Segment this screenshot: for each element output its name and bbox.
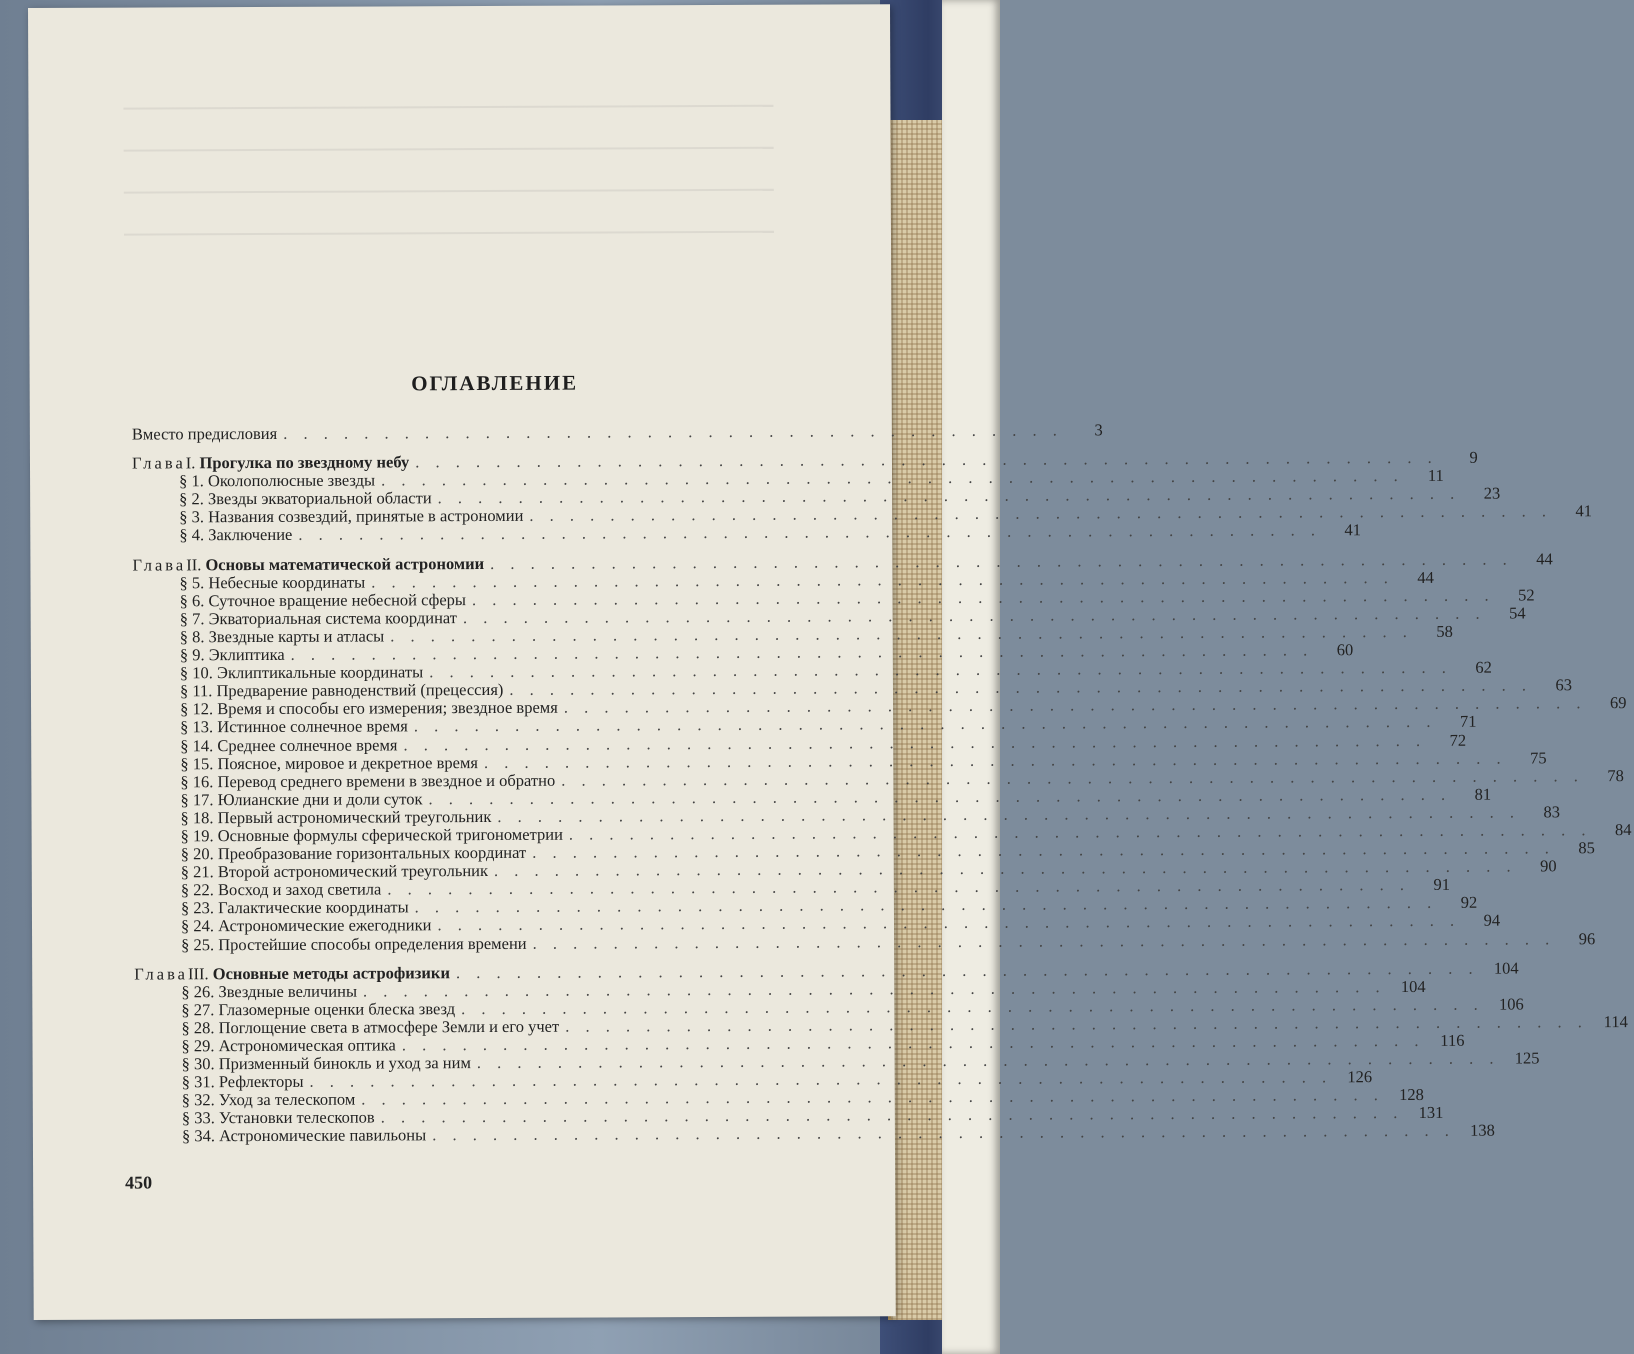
toc-entry-text: § 19. Основные формулы сферической тригонометрии: [180, 824, 563, 846]
leader-dots: . . . . . . . . . . . . . . . . . . . . . . . . . . . . . . . . . . . . . . .: [283, 420, 1063, 443]
chapter-title: Прогулка по звездному небу: [199, 452, 410, 473]
leader-dots: . . . . . . . . . . . . . . . . . . . . . . . . . . . . . . . . . . . . . . . . . . . . . . . . . . .: [455, 958, 1479, 982]
toc-entry-text: § 26. Звездные величины: [181, 981, 358, 1002]
chapter-word: Глава: [132, 554, 187, 575]
toc-page-number: 104: [1400, 976, 1426, 996]
chapter-title: Основы математической астрономии: [205, 553, 485, 574]
leader-dots: . . . . . . . . . . . . . . . . . . . . . . . . . . . . . . . . . . . . . . . . . . . . . . . . . . .: [403, 730, 1427, 754]
toc-entry-text: § 10. Эклиптикальные координаты: [179, 662, 424, 683]
leader-dots: . . . . . . . . . . . . . . . . . . . . . . . . . . . . . . . . . . . . . . . . . . . . . . . . . . .: [415, 447, 1438, 472]
leader-dots: . . . . . . . . . . . . . . . . . . . . . . . . . . . . . . . . . . . . . . . . . . . . . . . . . . .: [380, 1103, 1404, 1127]
toc-page-number: 104: [1493, 958, 1519, 978]
leader-dots: . . . . . . . . . . . . . . . . . . . . . . . . . . . . . . . . . . . . . . . . . . . . . . . . . . .: [387, 875, 1410, 899]
toc-entry-text: § 6. Суточное вращение небесной сферы: [179, 589, 467, 611]
leader-dots: . . . . . . . . . . . . . . . . . . . . . . . . . . . . . . . . . . . . . . . . . . . . . . . . . . .: [532, 928, 1556, 953]
toc-entry-text: § 12. Время и способы его измерения; звездное время: [180, 698, 558, 719]
leader-dots: . . . . . . . . . . . . . . . . . . . . . . . . . . . . . . . . . . . . . . . . . . . . . . . . . . .: [471, 585, 1495, 609]
toc-page-number: 90: [1540, 856, 1557, 876]
toc-entry-text: § 1. Околополюсные звезды: [179, 470, 376, 491]
toc-page-number: 91: [1433, 875, 1450, 895]
toc-page-number: 3: [1094, 420, 1103, 440]
toc-page-number: 63: [1555, 675, 1573, 695]
toc-section-entry[interactable]: [134, 928, 1596, 954]
chapter-numeral: II.: [186, 554, 202, 574]
toc-page-number: 75: [1530, 747, 1547, 768]
toc-entry-text: § 29. Астрономическая оптика: [181, 1035, 396, 1056]
toc-page-number: 138: [1470, 1121, 1495, 1141]
leader-dots: . . . . . . . . . . . . . . . . . . . . . . . . . . . . . . . . . . . . . . . . . . . . . . . . . . .: [568, 820, 1592, 844]
toc-entry-text: § 32. Уход за телескопом: [181, 1089, 356, 1110]
toc-page-number: 84: [1614, 819, 1632, 840]
toc-entry-text: § 5. Небесные координаты: [179, 572, 366, 593]
toc-section-entry[interactable]: [135, 1121, 1495, 1146]
toc-entry-text: § 16. Перевод среднего времени в звездное и обратно: [180, 770, 556, 792]
toc-page-number: 78: [1607, 765, 1624, 785]
toc-entry-text: § 20. Преобразование горизонтальных координат: [180, 842, 527, 864]
leader-dots: . . . . . . . . . . . . . . . . . . . . . . . . . . . . . . . . . . . . . . . . . . . . . . . . . . .: [461, 994, 1484, 1018]
toc-entry-text: § 3. Названия созвездий, принятые в астрономии: [179, 506, 524, 527]
page-number: 450: [125, 1172, 153, 1193]
toc-page-number: 92: [1460, 893, 1478, 913]
toc-page-number: 52: [1518, 585, 1535, 605]
leader-dots: . . . . . . . . . . . . . . . . . . . . . . . . . . . . . . . . . . . . . . . . . . . . . . . . . . .: [476, 1048, 1500, 1073]
toc-page-number: 71: [1459, 712, 1477, 732]
toc-entry-text: § 15. Поясное, мировое и декретное время: [180, 752, 479, 773]
toc-entry-text: § 27. Глазомерные оценки блеска звезд: [181, 998, 456, 1020]
leader-dots: . . . . . . . . . . . . . . . . . . . . . . . . . . . . . . . . . . . . . . . . . . . . . . . . . . .: [401, 1030, 1425, 1055]
toc-page-number: 54: [1509, 603, 1526, 623]
leader-dots: . . . . . . . . . . . . . . . . . . . . . . . . . . . . . . . . . . . . . . . . . . . . . . . . . . .: [497, 802, 1521, 826]
toc-entry-text: § 30. Призменный бинокль и уход за ним: [181, 1053, 471, 1074]
toc-entry-text: § 14. Среднее солнечное время: [180, 734, 398, 755]
toc-page-number: 23: [1483, 483, 1501, 503]
toc-page-number: 83: [1543, 802, 1561, 822]
toc-page-number: 41: [1575, 501, 1593, 521]
toc-page-number: 9: [1469, 447, 1478, 467]
leader-dots: . . . . . . . . . . . . . . . . . . . . . . . . . . . . . . . . . . . . . . . . . . . . . . . . . . .: [563, 693, 1587, 717]
toc-entry-text: § 9. Эклиптика: [179, 644, 285, 665]
toc-page-number: 60: [1336, 640, 1354, 660]
table-of-contents: [131, 420, 1632, 1147]
toc-page-number: 72: [1449, 730, 1467, 750]
chapter-numeral: I.: [185, 453, 196, 473]
toc-page-number: 85: [1578, 838, 1595, 858]
leader-dots: . . . . . . . . . . . . . . . . . . . . . . . . . . . . . . . . . . . . . . . . . . . . . . . . . . .: [298, 520, 1321, 545]
leader-dots: . . . . . . . . . . . . . . . . . . . . . . . . . . . . . . . . . . . . . . . . . . . . . . . . . . .: [437, 911, 1461, 935]
leader-dots: . . . . . . . . . . . . . . . . . . . . . . . . . . . . . . . . . . . . . . . . . . . . . . . . . . .: [561, 765, 1584, 790]
leader-dots: . . . . . . . . . . . . . . . . . . . . . . . . . . . . . . . . . . . . . . . . . . . . . . . . . . .: [509, 675, 1533, 700]
leader-dots: . . . . . . . . . . . . . . . . . . . . . . . . . . . . . . . . . . . . . . . . . . . . . . . . . . .: [381, 466, 1404, 490]
toc-entry-text: § 33. Установки телескопов: [181, 1107, 375, 1128]
toc-entry-text: § 11. Предварение равноденствий (прецессия): [179, 680, 504, 701]
chapter-title: Основные методы астрофизики: [212, 962, 450, 983]
toc-entry-text: § 17. Юлианские дни и доли суток: [180, 789, 423, 810]
toc-entry-text: § 18. Первый астрономический треугольник: [180, 806, 492, 828]
toc-page-number: 69: [1609, 693, 1627, 713]
leader-dots: . . . . . . . . . . . . . . . . . . . . . . . . . . . . . . . . . . . . . . . . . . . . . . . . . . .: [390, 621, 1413, 646]
toc-page-number: 131: [1418, 1103, 1444, 1123]
toc-section-entry[interactable]: [132, 520, 1361, 545]
toc-entry-text: § 21. Второй астрономический треугольник: [180, 861, 489, 882]
leader-dots: . . . . . . . . . . . . . . . . . . . . . . . . . . . . . . . . . . . . . . . . . . . . . . . . . . .: [414, 893, 1438, 917]
leader-dots: . . . . . . . . . . . . . . . . . . . . . . . . . . . . . . . . . . . . . . . . . . . . . . . . . . .: [413, 712, 1437, 736]
leader-dots: . . . . . . . . . . . . . . . . . . . . . . . . . . . . . . . . . . . . . . . . . . . . . . . . . . .: [309, 1067, 1333, 1091]
show-through: [123, 105, 774, 288]
toc-page-number: 94: [1483, 911, 1501, 931]
chapter-list: [131, 447, 1632, 1146]
toc-entry-text: Вместо предисловия: [131, 423, 278, 444]
chapter-word: Глава: [134, 963, 189, 984]
leader-dots: . . . . . . . . . . . . . . . . . . . . . . . . . . . . . . . . . . . . . . . . . . . . . . . . . . .: [428, 784, 1452, 809]
toc-page-number: 116: [1440, 1030, 1465, 1050]
leader-dots: . . . . . . . . . . . . . . . . . . . . . . . . . . . . . . . . . . . . . . . . . . . . . . . . . . .: [432, 1121, 1455, 1145]
toc-page-number: 96: [1578, 928, 1596, 948]
leader-dots: . . . . . . . . . . . . . . . . . . . . . . . . . . . . . . . . . . . . . . . . . . . . . . . . . . .: [429, 657, 1452, 682]
chapter-word: Глава: [131, 453, 186, 473]
toc-entry-text: § 28. Поглощение света в атмосфере Земли и его учет: [181, 1016, 560, 1038]
leader-dots: . . . . . . . . . . . . . . . . . . . . . . . . . . . . . . . . . . . . . . . . . . . . . . . . . . .: [532, 838, 1555, 862]
chapter-numeral: III.: [187, 963, 209, 983]
toc-page-number: 125: [1514, 1048, 1540, 1068]
toc-entry-text: § 31. Рефлекторы: [181, 1071, 304, 1092]
page-title: ОГЛАВЛЕНИЕ: [411, 370, 579, 396]
leader-dots: . . . . . . . . . . . . . . . . . . . . . . . . . . . . . . . . . . . . . . . . . . . . . . . . . . .: [565, 1012, 1588, 1036]
leader-dots: . . . . . . . . . . . . . . . . . . . . . . . . . . . . . . . . . . . . . . . . . . . . . . . . . . .: [362, 976, 1386, 1001]
leader-dots: . . . . . . . . . . . . . . . . . . . . . . . . . . . . . . . . . . . . . . . . . . . . . . . . . . .: [483, 748, 1507, 772]
leader-dots: . . . . . . . . . . . . . . . . . . . . . . . . . . . . . . . . . . . . . . . . . . . . . . . . . . .: [529, 501, 1553, 526]
toc-entry-text: § 22. Восход и заход светила: [180, 879, 382, 900]
toc-entry-text: § 13. Истинное солнечное время: [180, 716, 408, 737]
leader-dots: . . . . . . . . . . . . . . . . . . . . . . . . . . . . . . . . . . . . . . . . . . . . . . . . . . .: [437, 484, 1461, 508]
toc-page-number: 41: [1344, 520, 1361, 540]
toc-entry-text: § 34. Астрономические павильоны: [181, 1125, 427, 1146]
toc-entry-text: § 4. Заключение: [179, 525, 293, 545]
leader-dots: . . . . . . . . . . . . . . . . . . . . . . . . . . . . . . . . . . . . . . . . . . . . . . . . . . .: [493, 856, 1517, 881]
toc-page-number: 11: [1427, 466, 1444, 486]
leader-dots: . . . . . . . . . . . . . . . . . . . . . . . . . . . . . . . . . . . . . . . . . . . . . . . . . . .: [361, 1085, 1384, 1109]
leader-dots: . . . . . . . . . . . . . . . . . . . . . . . . . . . . . . . . . . . . . . . . . . . . . . . . . . .: [490, 549, 1513, 573]
toc-entry-text: § 7. Экваториальная система координат: [179, 607, 458, 629]
toc-page-number: 62: [1475, 657, 1492, 677]
toc-entry-text: § 2. Звезды экваториальной области: [179, 488, 432, 509]
toc-entry-text: § 25. Простейшие способы определения времени: [181, 933, 527, 954]
toc-page-number: 106: [1498, 994, 1524, 1014]
toc-entry-text: § 23. Галактические координаты: [180, 897, 409, 918]
book-page: [28, 4, 1632, 1320]
toc-page-number: 44: [1417, 567, 1434, 587]
toc-preface[interactable]: [131, 420, 1103, 444]
toc-page-number: 114: [1603, 1011, 1628, 1032]
leader-dots: . . . . . . . . . . . . . . . . . . . . . . . . . . . . . . . . . . . . . . . . . . . . . . . . . . .: [462, 603, 1486, 627]
leader-dots: . . . . . . . . . . . . . . . . . . . . . . . . . . . . . . . . . . . . . . . . . . . . . . . . . . .: [371, 567, 1394, 592]
toc-entry-text: § 8. Звездные карты и атласы: [179, 626, 385, 647]
toc-page-number: 128: [1399, 1085, 1424, 1105]
toc-page-number: 126: [1347, 1067, 1373, 1087]
toc-page-number: 44: [1536, 548, 1553, 568]
toc-entry-text: § 24. Астрономические ежегодники: [180, 915, 432, 936]
toc-page-number: 81: [1474, 784, 1492, 804]
leader-dots: . . . . . . . . . . . . . . . . . . . . . . . . . . . . . . . . . . . . . . . . . . . . . . . . . . .: [290, 640, 1314, 664]
toc-page-number: 58: [1436, 621, 1453, 641]
